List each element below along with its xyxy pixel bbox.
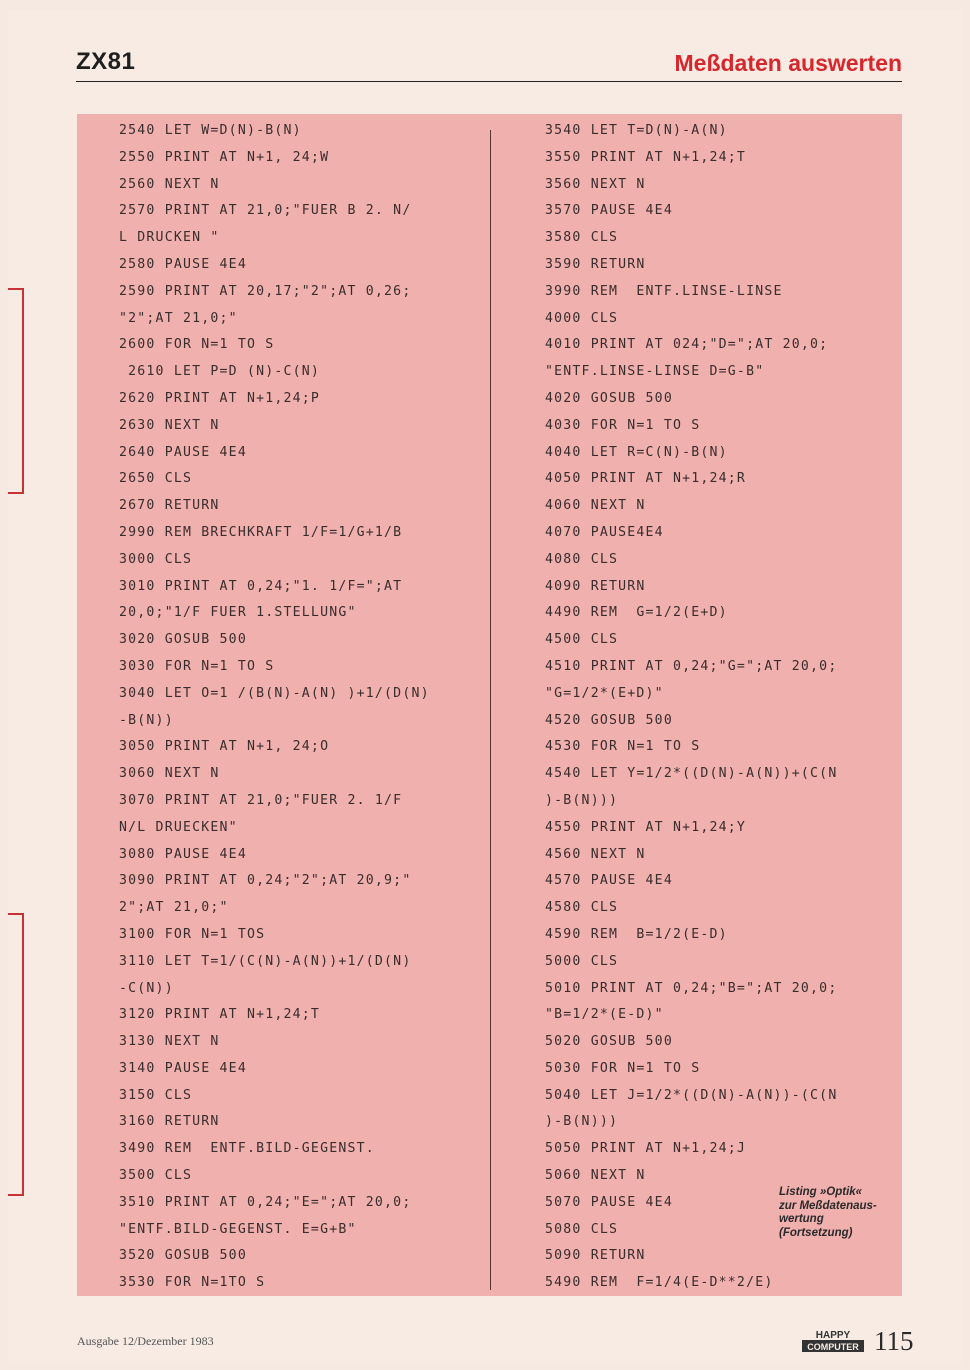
code-line: 4030 FOR N=1 TO S xyxy=(545,417,701,433)
code-line: 3990 REM ENTF.LINSE-LINSE xyxy=(545,283,783,299)
happy-computer-logo-icon xyxy=(798,1327,868,1353)
code-line: 5030 FOR N=1 TO S xyxy=(545,1060,701,1076)
listing-caption xyxy=(779,1186,903,1240)
page-header xyxy=(76,48,902,82)
code-line: 3590 RETURN xyxy=(545,256,646,272)
code-line: 3540 LET T=D(N)-A(N) xyxy=(545,123,728,138)
code-line: )-B(N))) xyxy=(545,1114,619,1130)
listing-column-left xyxy=(119,118,430,1297)
code-line: 2540 LET W=D(N)-B(N) xyxy=(119,123,302,138)
section-title: ZX81 xyxy=(76,48,136,75)
code-line: 4560 NEXT N xyxy=(545,846,646,862)
code-line: 3520 GOSUB 500 xyxy=(119,1248,247,1264)
code-line: 3490 REM ENTF.BILD-GEGENST. xyxy=(119,1141,375,1157)
code-line: N/L DRUECKEN" xyxy=(119,819,238,835)
code-line: 2570 PRINT AT 21,0;"FUER B 2. N/ xyxy=(119,203,412,219)
code-line: 20,0;"1/F FUER 1.STELLUNG" xyxy=(119,605,357,621)
code-line: 5490 REM F=1/4(E-D**2/E) xyxy=(545,1275,774,1291)
code-line: 4080 CLS xyxy=(545,551,619,567)
margin-marker-bottom xyxy=(8,913,24,1196)
code-line: -C(N)) xyxy=(119,980,174,996)
code-line: L DRUCKEN " xyxy=(119,230,220,246)
code-line: "2";AT 21,0;" xyxy=(119,310,238,326)
code-line: 3040 LET O=1 /(B(N)-A(N) )+1/(D(N) xyxy=(119,685,430,701)
code-line: 4050 PRINT AT N+1,24;R xyxy=(545,471,747,487)
code-line: 5080 CLS xyxy=(545,1221,619,1237)
code-line: 3060 NEXT N xyxy=(119,766,220,782)
margin-marker-top xyxy=(8,288,24,494)
code-line: 3560 NEXT N xyxy=(545,176,646,192)
code-line: 3130 NEXT N xyxy=(119,1034,220,1050)
code-line: 4590 REM B=1/2(E-D) xyxy=(545,926,728,942)
code-line: 2580 PAUSE 4E4 xyxy=(119,256,247,272)
code-line: 5050 PRINT AT N+1,24;J xyxy=(545,1141,747,1157)
column-divider xyxy=(490,130,491,1290)
code-line: 4060 NEXT N xyxy=(545,498,646,514)
code-line: 3570 PAUSE 4E4 xyxy=(545,203,673,219)
code-line: 2670 RETURN xyxy=(119,498,220,514)
code-line: 5000 CLS xyxy=(545,953,619,969)
code-line: 3140 PAUSE 4E4 xyxy=(119,1060,247,1076)
code-line: 4520 GOSUB 500 xyxy=(545,712,673,728)
code-line: 3160 RETURN xyxy=(119,1114,220,1130)
code-line: 2610 LET P=D (N)-C(N) xyxy=(119,364,321,380)
code-line: 3070 PRINT AT 21,0;"FUER 2. 1/F xyxy=(119,792,403,808)
code-line: 3580 CLS xyxy=(545,230,619,246)
code-line: 2620 PRINT AT N+1,24;P xyxy=(119,390,321,406)
code-line: 4090 RETURN xyxy=(545,578,646,594)
code-line: 2550 PRINT AT N+1, 24;W xyxy=(119,149,330,165)
issue-footer: Ausgabe 12/Dezember 1983 xyxy=(77,1334,214,1348)
code-line: 2600 FOR N=1 TO S xyxy=(119,337,275,353)
code-line: 3080 PAUSE 4E4 xyxy=(119,846,247,862)
code-line: 2990 REM BRECHKRAFT 1/F=1/G+1/B xyxy=(119,524,403,540)
caption-line: Listing »Optik« xyxy=(779,1186,863,1198)
code-line: "B=1/2*(E-D)" xyxy=(545,1007,664,1023)
article-title: Meßdaten auswerten xyxy=(674,50,902,76)
code-line: 4540 LET Y=1/2*((D(N)-A(N))+(C(N xyxy=(545,766,838,782)
code-line: 3500 CLS xyxy=(119,1168,193,1184)
code-line: 3150 CLS xyxy=(119,1087,193,1103)
code-line: -B(N)) xyxy=(119,712,174,728)
caption-line: (Fortsetzung) xyxy=(779,1226,853,1239)
code-line: 4010 PRINT AT 024;"D=";AT 20,0; xyxy=(545,337,829,353)
logo-bottom-text: COMPUTER xyxy=(807,1342,859,1352)
code-line: 5070 PAUSE 4E4 xyxy=(545,1194,673,1210)
code-line: 2";AT 21,0;" xyxy=(119,900,229,916)
code-line: 4070 PAUSE4E4 xyxy=(545,524,664,540)
page-number: 115 xyxy=(874,1326,914,1356)
code-line: 2650 CLS xyxy=(119,471,193,487)
code-line: 3100 FOR N=1 TOS xyxy=(119,926,266,942)
code-line: 4570 PAUSE 4E4 xyxy=(545,873,673,889)
code-line: 3000 CLS xyxy=(119,551,193,567)
code-line: 3530 FOR N=1TO S xyxy=(119,1275,266,1291)
logo-top-text: HAPPY xyxy=(815,1330,851,1341)
code-line: 4550 PRINT AT N+1,24;Y xyxy=(545,819,747,835)
code-line: 4580 CLS xyxy=(545,900,619,916)
caption-line: zur Meßdatenaus- xyxy=(779,1199,877,1212)
code-line: 2590 PRINT AT 20,17;"2";AT 0,26; xyxy=(119,283,412,299)
code-line: 3030 FOR N=1 TO S xyxy=(119,658,275,674)
code-line: 3010 PRINT AT 0,24;"1. 1/F=";AT xyxy=(119,578,403,594)
code-line: 3050 PRINT AT N+1, 24;O xyxy=(119,739,330,755)
code-line: 4500 CLS xyxy=(545,632,619,648)
code-line: 3020 GOSUB 500 xyxy=(119,632,247,648)
code-line: )-B(N))) xyxy=(545,792,619,808)
code-line: 4490 REM G=1/2(E+D) xyxy=(545,605,728,621)
code-line: 4530 FOR N=1 TO S xyxy=(545,739,701,755)
code-line: 4040 LET R=C(N)-B(N) xyxy=(545,444,728,460)
code-line: 5020 GOSUB 500 xyxy=(545,1034,673,1050)
code-line: "G=1/2*(E+D)" xyxy=(545,685,664,701)
code-line: "ENTF.BILD-GEGENST. E=G+B" xyxy=(119,1221,357,1237)
code-line: 3090 PRINT AT 0,24;"2";AT 20,9;" xyxy=(119,873,412,889)
code-line: 4000 CLS xyxy=(545,310,619,326)
code-line: 2630 NEXT N xyxy=(119,417,220,433)
code-line: 4020 GOSUB 500 xyxy=(545,390,673,406)
code-line: 5040 LET J=1/2*((D(N)-A(N))-(C(N xyxy=(545,1087,838,1103)
code-line: 3550 PRINT AT N+1,24;T xyxy=(545,149,747,165)
code-line: 5010 PRINT AT 0,24;"B=";AT 20,0; xyxy=(545,980,838,996)
code-line: 2640 PAUSE 4E4 xyxy=(119,444,247,460)
code-line: "ENTF.LINSE-LINSE D=G-B" xyxy=(545,364,765,380)
code-line: 3120 PRINT AT N+1,24;T xyxy=(119,1007,321,1023)
code-line: 5090 RETURN xyxy=(545,1248,646,1264)
code-line: 4510 PRINT AT 0,24;"G=";AT 20,0; xyxy=(545,658,838,674)
code-line: 5060 NEXT N xyxy=(545,1168,646,1184)
code-line: 3510 PRINT AT 0,24;"E=";AT 20,0; xyxy=(119,1194,412,1210)
code-line: 3110 LET T=1/(C(N)-A(N))+1/(D(N) xyxy=(119,953,412,969)
caption-line: wertung xyxy=(779,1213,824,1225)
listing-column-right xyxy=(545,118,837,1297)
code-line: 2560 NEXT N xyxy=(119,176,220,192)
